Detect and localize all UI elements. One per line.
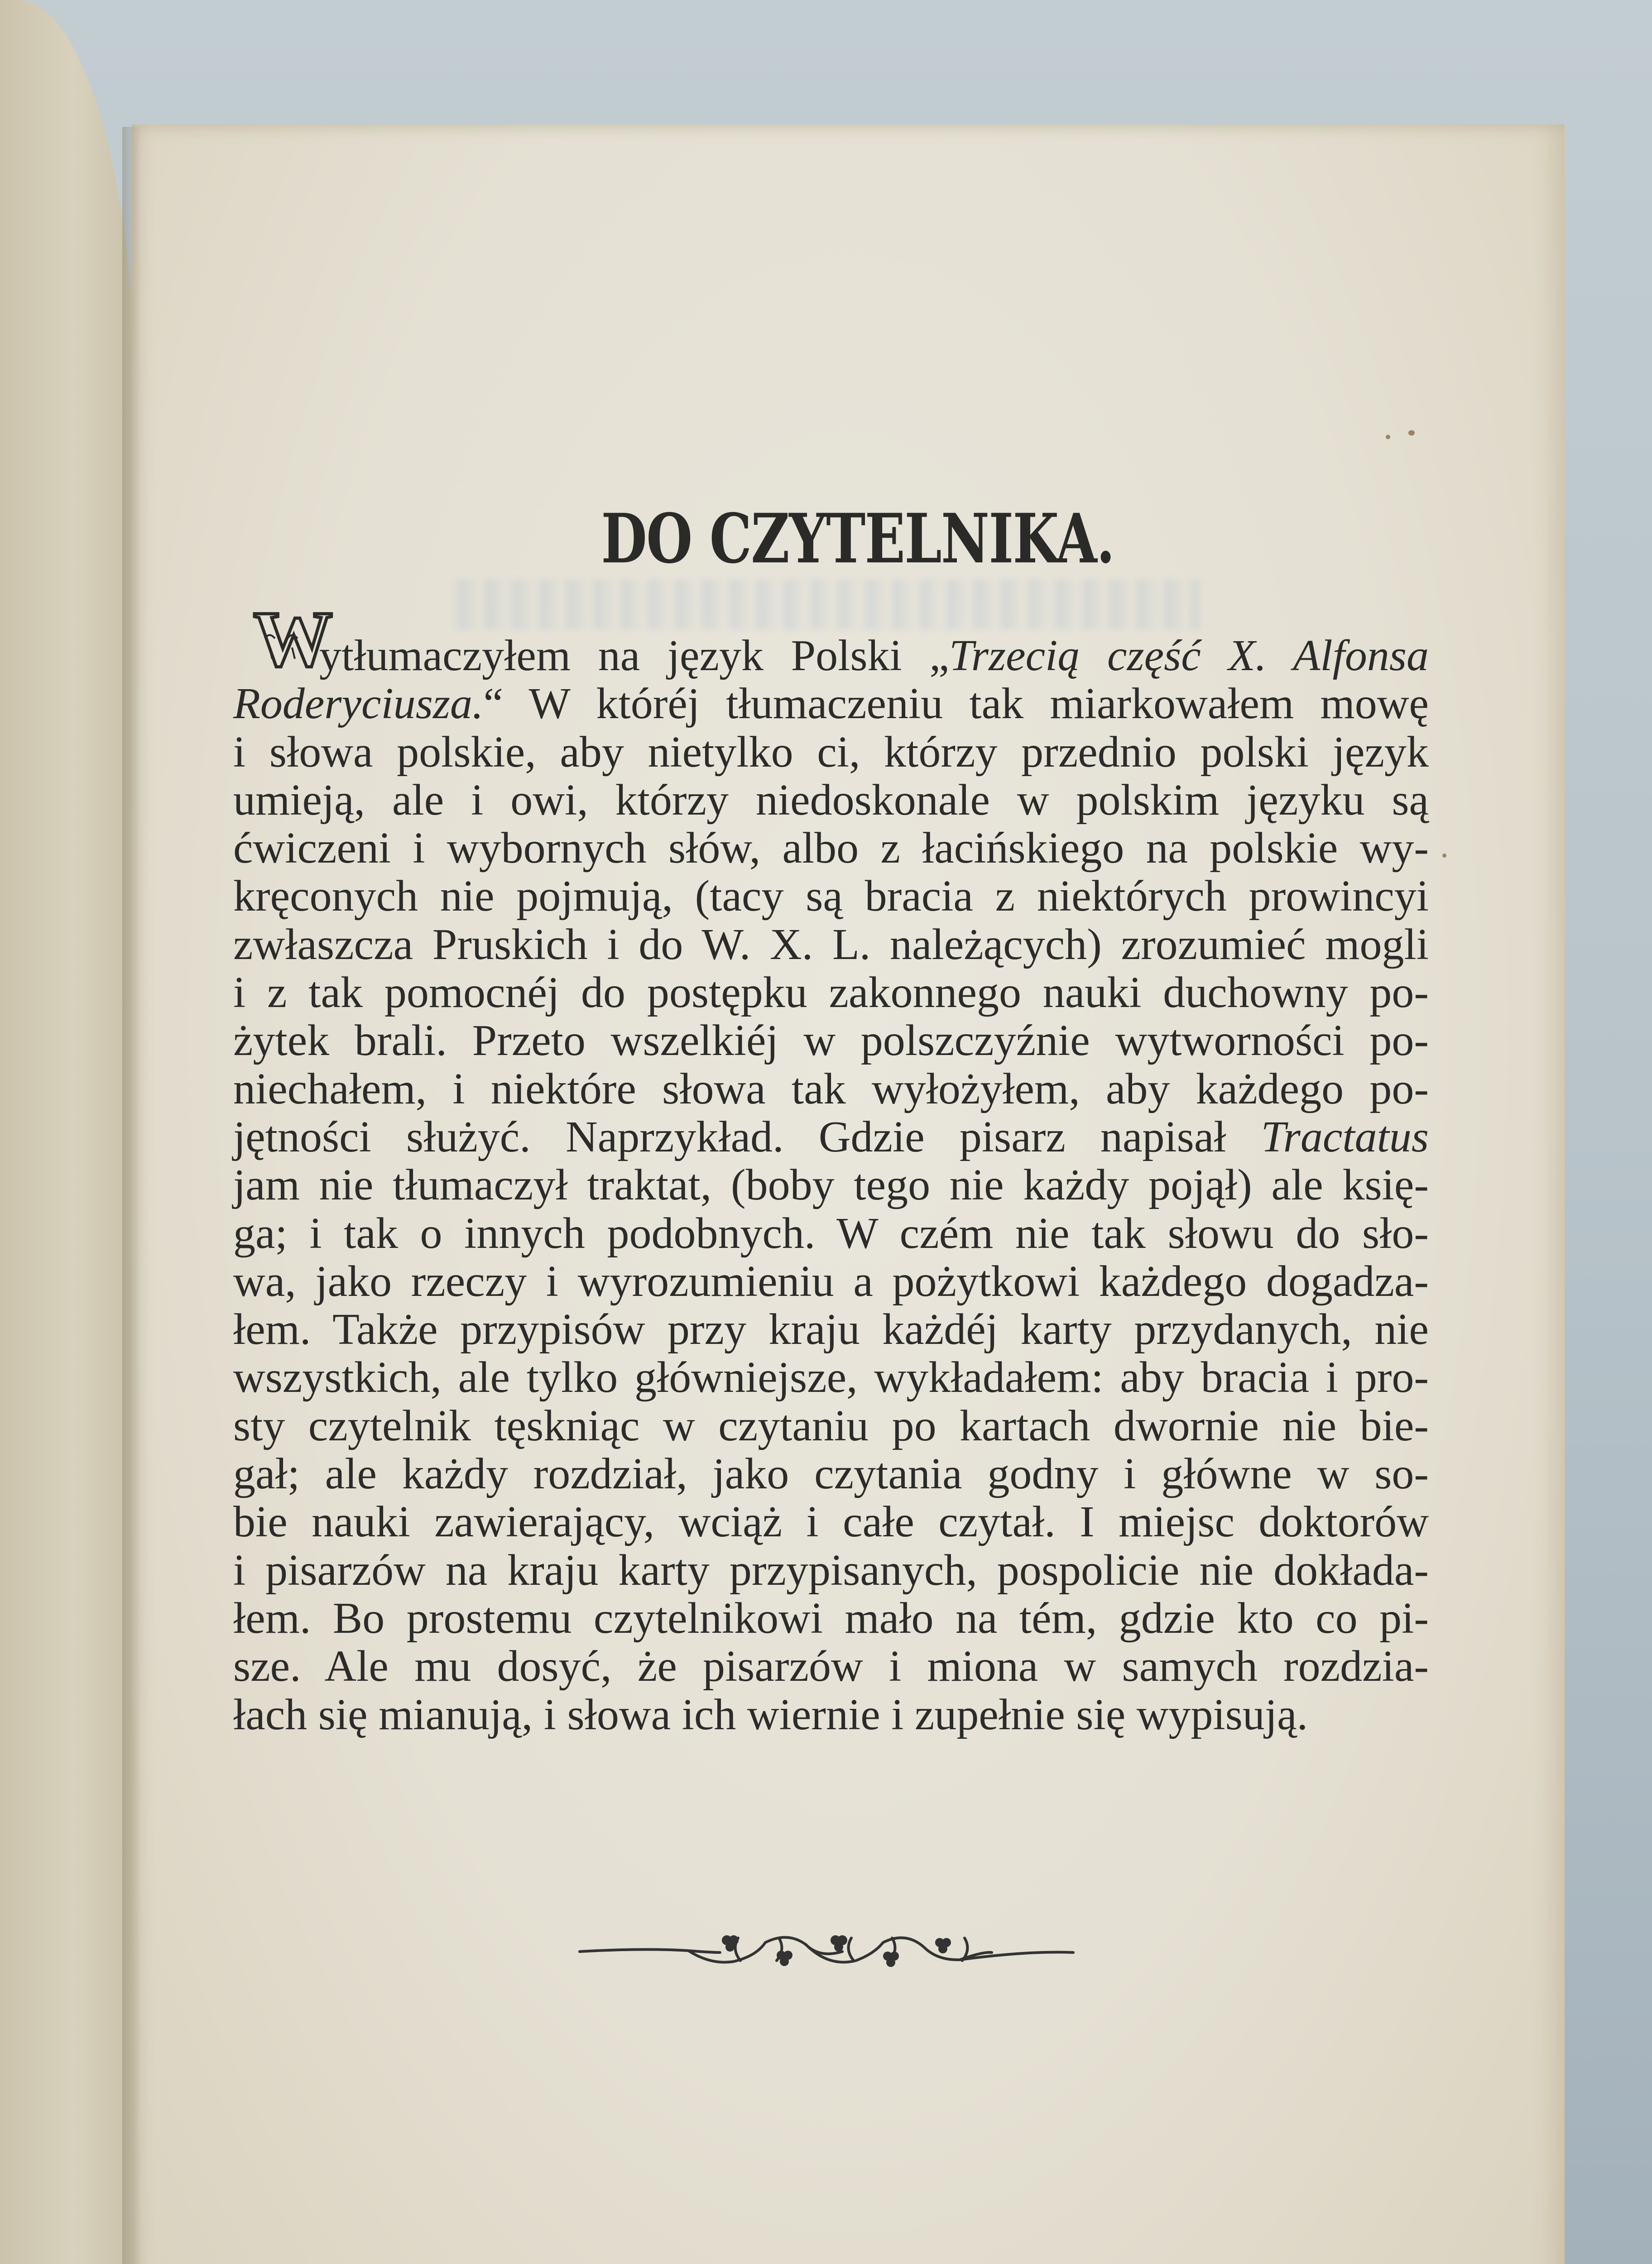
text-line-content: [233, 776, 1429, 824]
text-run: sty czytelnik tęskniąc w czytaniu po kartach dwornie nie bie-: [233, 1401, 1429, 1450]
text-line-content: [233, 1257, 1429, 1305]
text-run: i pisarzów na kraju karty przypisanych, pospolicie nie dokłada-: [233, 1545, 1429, 1595]
text-line-content: [233, 824, 1429, 872]
text-line-content: [233, 969, 1429, 1017]
text-run: ytłumaczyłem na język Polski „: [319, 631, 949, 680]
text-line-content: [233, 1113, 1429, 1161]
text-run: sze. Ale mu dosyć, że pisarzów i miona w samych rozdzia-: [233, 1642, 1429, 1691]
text-run: łem. Bo prostemu czytelnikowi mało na tém, gdzie kto co pi-: [233, 1593, 1429, 1643]
text-line-content: [233, 1017, 1429, 1065]
text-line-content: [233, 1161, 1429, 1209]
text-run: łach się mianują, i słowa ich wiernie i zupełnie się wypisują.: [233, 1690, 1308, 1739]
text-run: gał; ale każdy rozdział, jako czytania godny i główne w so-: [233, 1449, 1429, 1499]
body-text: [233, 632, 1429, 1739]
paper-speck: [1408, 430, 1415, 436]
text-line-content: [233, 1594, 1429, 1642]
text-line: [233, 1017, 1429, 1065]
text-line: [233, 1546, 1429, 1594]
text-line: [233, 969, 1429, 1017]
text-line: [233, 921, 1429, 969]
text-line: [233, 1642, 1429, 1690]
text-line: [233, 1498, 1429, 1546]
text-line-content: [233, 1642, 1429, 1690]
text-run: zwłaszcza Pruskich i do W. X. L. należących) zrozumieć mogli: [233, 920, 1429, 969]
text-run: niechałem, i niektóre słowa tak wyłożyłem, aby każdego po-: [233, 1064, 1429, 1113]
text-run: i z tak pomocnéj do postępku zakonnego nauki duchowny po-: [233, 968, 1429, 1017]
text-run: ćwiczeni i wybornych słów, albo z łacińskiego na polskie wy-: [233, 824, 1429, 873]
text-line-content: [233, 1450, 1429, 1498]
text-line: [233, 824, 1429, 872]
text-run: wszystkich, ale tylko główniejsze, wykładałem: aby bracia i pro-: [233, 1353, 1429, 1402]
paper-speck: [1386, 435, 1390, 439]
italic-text: Tractatus: [1261, 1112, 1429, 1161]
text-line-content: [233, 1065, 1429, 1113]
text-line-content: [233, 872, 1429, 920]
text-line: [233, 1691, 1429, 1739]
text-run: wa, jako rzeczy i wyrozumieniu a pożytkowi każdego dogadza-: [233, 1257, 1429, 1306]
text-line-content: [233, 921, 1429, 969]
text-line: [233, 872, 1429, 920]
italic-text: Roderyciusza.: [233, 679, 484, 729]
text-line: [233, 1305, 1429, 1353]
text-run: jam nie tłumaczył traktat, (boby tego nie każdy pojął) ale księ-: [233, 1161, 1429, 1210]
text-line: [233, 1113, 1429, 1161]
show-through-print: [453, 580, 1200, 629]
text-run: łem. Także przypisów przy kraju każdéj karty przydanych, nie: [233, 1305, 1429, 1354]
text-line-content: [233, 680, 1429, 728]
text-line: [233, 1402, 1429, 1450]
text-line: [233, 728, 1429, 776]
text-line: [233, 680, 1429, 728]
text-line-content: [233, 728, 1429, 776]
text-line: [233, 1353, 1429, 1401]
text-line-content: [233, 632, 1429, 680]
text-run: “ W któréj tłumaczeniu tak miarkowałem mowę: [483, 679, 1429, 729]
text-line: [233, 1209, 1429, 1257]
text-line-content: [233, 1546, 1429, 1594]
previous-page-edge: [0, 0, 136, 2264]
text-run: ga; i tak o innych podobnych. W czém nie tak słowu do sło-: [233, 1209, 1429, 1258]
text-line: [233, 1065, 1429, 1113]
text-run: umieją, ale i owi, którzy niedoskonale w polskim języku są: [233, 775, 1429, 825]
text-run: jętności służyć. Naprzykład. Gdzie pisarz napisał: [233, 1112, 1261, 1161]
dropcap-letter: W: [253, 604, 333, 672]
text-line: [233, 776, 1429, 824]
text-run: kręconych nie pojmują, (tacy są bracia z niektórych prowincyi: [233, 872, 1429, 921]
text-line-content: [233, 1209, 1429, 1257]
text-line-content: [233, 1498, 1429, 1546]
text-line-content: [233, 1353, 1429, 1401]
text-line-content: [233, 1305, 1429, 1353]
text-run: żytek brali. Przeto wszelkiéj w polszczyźnie wytworności po-: [233, 1016, 1429, 1065]
text-run: i słowa polskie, aby nietylko ci, którzy przednio polski język: [233, 727, 1429, 777]
paper-speck: [1442, 854, 1446, 858]
page-title: DO CZYTELNIKA.: [601, 499, 1114, 579]
italic-text: Trzecią część X. Alfonsa: [949, 631, 1429, 680]
text-line: [233, 1450, 1429, 1498]
text-line-content: [233, 1691, 1429, 1739]
text-run: bie nauki zawierający, wciąż i całe czytał. I miejsc doktorów: [233, 1497, 1429, 1547]
text-line-content: [233, 1402, 1429, 1450]
floral-divider-icon: [575, 1924, 1078, 1974]
text-line: [233, 1594, 1429, 1642]
text-line: [233, 1257, 1429, 1305]
text-line: [233, 1161, 1429, 1209]
gutter-shadow: [122, 127, 140, 2264]
text-line: [233, 632, 1429, 680]
